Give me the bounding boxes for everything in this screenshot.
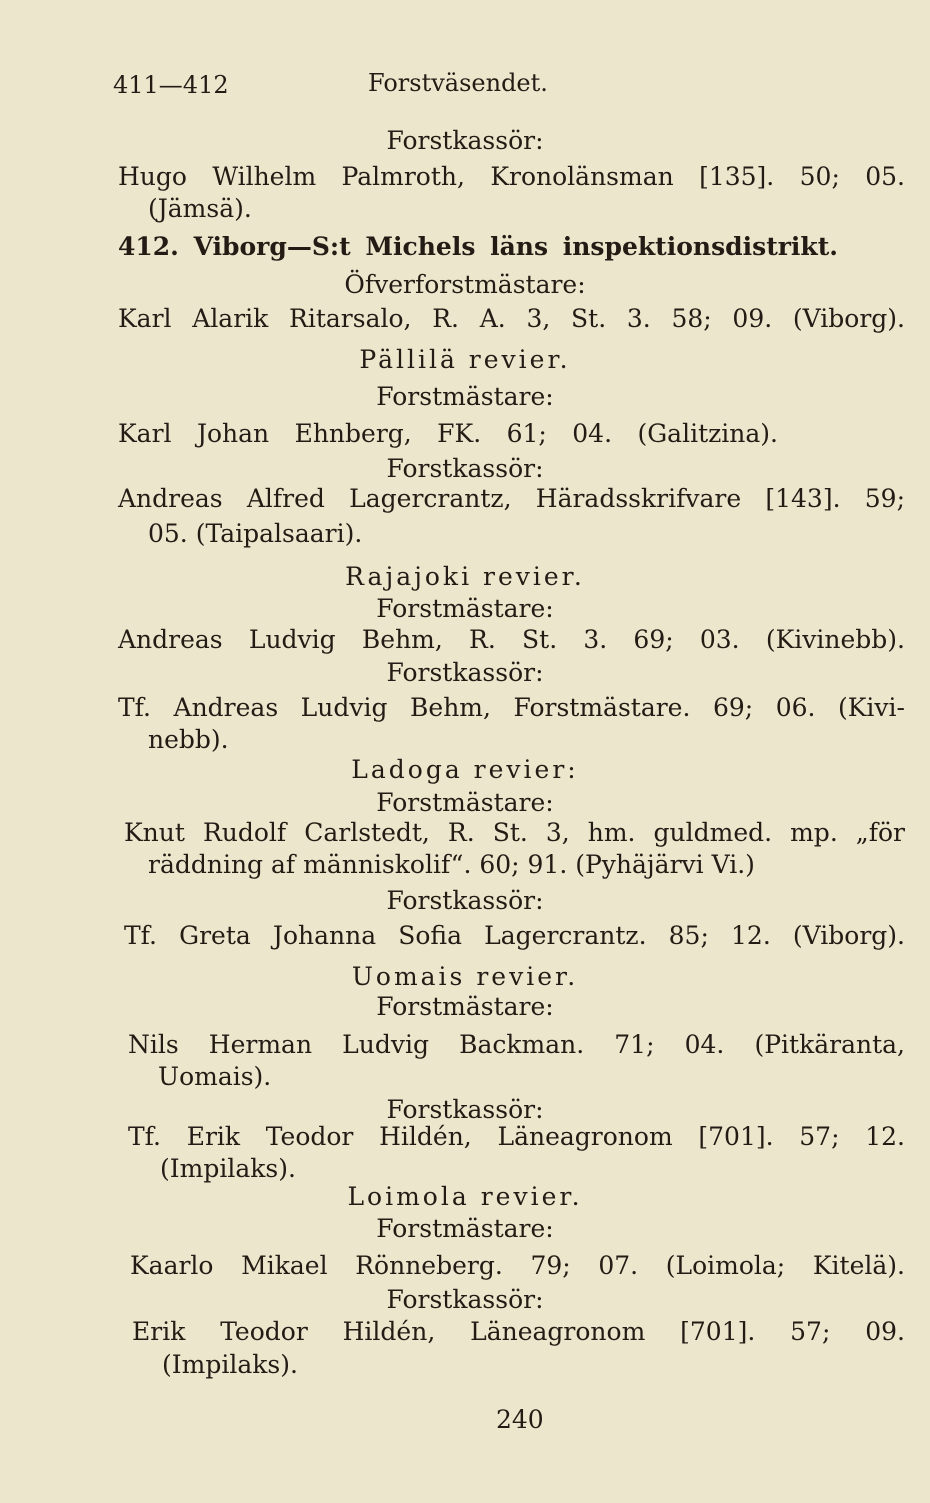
entry-line: 05. (Taipalsaari). — [148, 519, 363, 548]
role-heading: Forstkassör: — [386, 886, 544, 915]
role-heading: Forstkassör: — [386, 126, 544, 155]
role-heading: Forstmästare: — [376, 992, 554, 1021]
entry-line: Hugo Wilhelm Palmroth, Kronolänsman [135]. 50; 05. — [118, 162, 905, 191]
role-heading: Forstkassör: — [386, 1095, 544, 1124]
revier-heading: Ladoga revier: — [351, 755, 579, 784]
role-heading: Forstmästare: — [376, 382, 554, 411]
district-heading: 412. Viborg—S:t Michels läns inspektionsdistrikt. — [118, 232, 838, 261]
role-heading: Forstmästare: — [376, 788, 554, 817]
revier-heading: Uomais revier. — [351, 962, 579, 991]
entry-line: Tf. Andreas Ludvig Behm, Forstmästare. 69; 06. (Kivi- — [118, 693, 905, 722]
entry-line: (Impilaks). — [162, 1350, 298, 1379]
page-range: 411—412 — [113, 71, 229, 99]
entry-line: Uomais). — [158, 1062, 272, 1091]
role-heading: Öfverforstmästare: — [344, 270, 586, 299]
revier-heading: Pällilä revier. — [359, 345, 571, 374]
entry-line: Erik Teodor Hildén, Läneagronom [701]. 57; 09. — [132, 1317, 905, 1346]
entry-line: (Impilaks). — [160, 1154, 296, 1183]
role-heading: Forstmästare: — [376, 594, 554, 623]
entry-line: Tf. Greta Johanna Sofia Lagercrantz. 85; 12. (Viborg). — [124, 921, 905, 950]
role-heading: Forstkassör: — [386, 1285, 544, 1314]
entry-line: Knut Rudolf Carlstedt, R. St. 3, hm. guldmed. mp. „för — [124, 818, 905, 847]
revier-heading: Rajajoki revier. — [345, 562, 585, 591]
role-heading: Forstkassör: — [386, 658, 544, 687]
entry-line: Karl Alarik Ritarsalo, R. A. 3, St. 3. 58; 09. (Viborg). — [118, 304, 905, 333]
entry-line: nebb). — [148, 725, 229, 754]
entry-line: Kaarlo Mikael Rönneberg. 79; 07. (Loimola; Kitelä). — [130, 1251, 905, 1280]
entry-line: Andreas Ludvig Behm, R. St. 3. 69; 03. (Kivinebb). — [118, 625, 905, 654]
entry-line: Tf. Erik Teodor Hildén, Läneagronom [701]. 57; 12. — [128, 1122, 905, 1151]
running-title: Forstväsendet. — [368, 69, 548, 97]
entry-line: (Jämsä). — [148, 194, 252, 223]
entry-line: Andreas Alfred Lagercrantz, Häradsskrifvare [143]. 59; — [118, 484, 905, 513]
revier-heading: Loimola revier. — [347, 1182, 583, 1211]
page-number: 240 — [496, 1405, 544, 1434]
entry-line: räddning af människolif“. 60; 91. (Pyhäjärvi Vi.) — [148, 850, 755, 879]
role-heading: Forstkassör: — [386, 454, 544, 483]
entry-line: Nils Herman Ludvig Backman. 71; 04. (Pitkäranta, — [128, 1030, 905, 1059]
role-heading: Forstmästare: — [376, 1214, 554, 1243]
entry-line: Karl Johan Ehnberg, FK. 61; 04. (Galitzina). — [118, 419, 778, 448]
